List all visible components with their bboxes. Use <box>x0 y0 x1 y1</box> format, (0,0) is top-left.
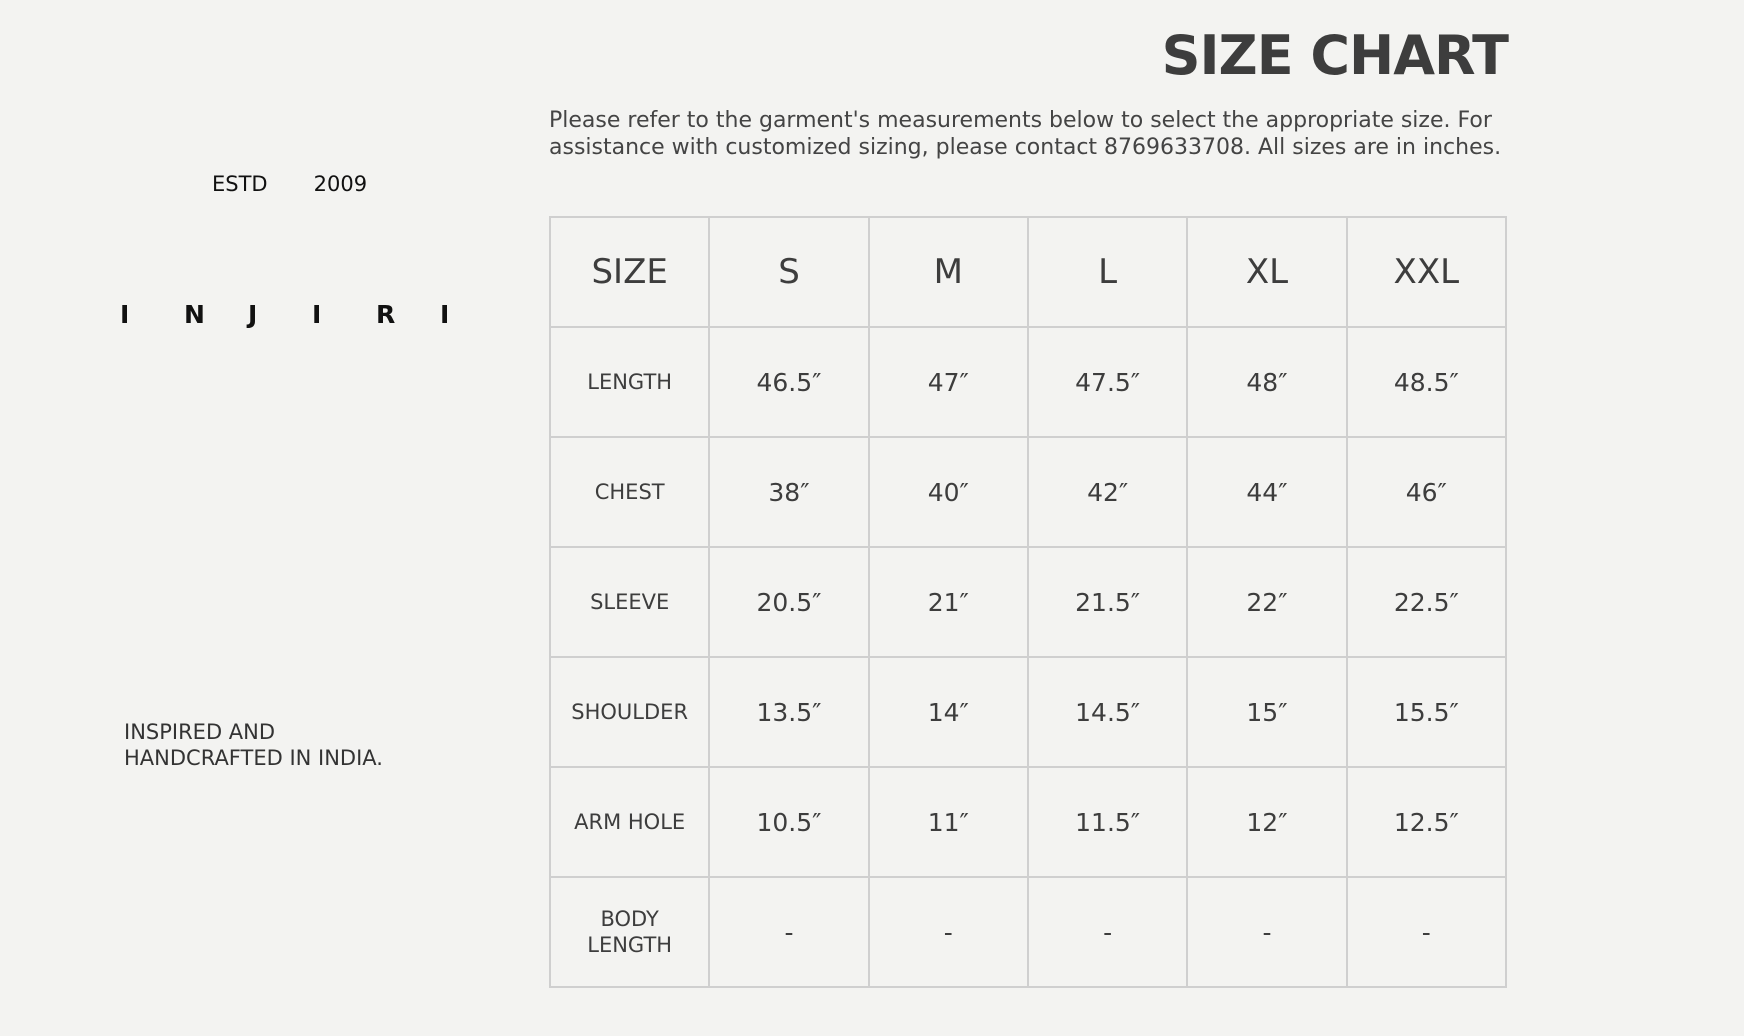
brand-letter: I <box>440 300 450 329</box>
row-label: BODY LENGTH <box>550 877 709 987</box>
estd-year: 2009 <box>313 172 368 196</box>
table-row <box>550 877 1506 987</box>
table-cell: - <box>709 877 868 987</box>
row-label: LENGTH <box>550 327 709 437</box>
row-label: CHEST <box>550 437 709 547</box>
table-row <box>550 657 1506 767</box>
header-cell: M <box>869 217 1028 327</box>
row-label: SLEEVE <box>550 547 709 657</box>
table-cell: 46.5″ <box>709 327 868 437</box>
brand-letter: R <box>376 300 396 329</box>
table-cell: 46″ <box>1347 437 1506 547</box>
page-title: SIZE CHART <box>1161 24 1508 87</box>
table-cell: 47″ <box>869 327 1028 437</box>
header-cell: XL <box>1187 217 1346 327</box>
table-cell: 14″ <box>869 657 1028 767</box>
table-cell: 15″ <box>1187 657 1346 767</box>
table-cell: 44″ <box>1187 437 1346 547</box>
header-cell: S <box>709 217 868 327</box>
table-cell: 21″ <box>869 547 1028 657</box>
table-cell: - <box>1028 877 1187 987</box>
estd-label <box>212 172 367 196</box>
table-cell: 22.5″ <box>1347 547 1506 657</box>
table-cell: - <box>1347 877 1506 987</box>
estd-text: ESTD <box>212 172 268 196</box>
table-cell: 48″ <box>1187 327 1346 437</box>
brand-letter: I <box>120 300 130 329</box>
table-cell: 13.5″ <box>709 657 868 767</box>
brand-logo <box>120 300 504 329</box>
table-cell: - <box>1187 877 1346 987</box>
table-row <box>550 767 1506 877</box>
table-cell: - <box>869 877 1028 987</box>
table-row <box>550 327 1506 437</box>
brand-letter: J <box>248 300 258 329</box>
brand-letter: N <box>184 300 205 329</box>
table-cell: 22″ <box>1187 547 1346 657</box>
table-row <box>550 437 1506 547</box>
table-cell: 38″ <box>709 437 868 547</box>
tagline-line: INSPIRED AND <box>124 720 276 744</box>
table-cell: 21.5″ <box>1028 547 1187 657</box>
table-cell: 12″ <box>1187 767 1346 877</box>
table-header-row <box>550 217 1506 327</box>
row-label: SHOULDER <box>550 657 709 767</box>
table-cell: 48.5″ <box>1347 327 1506 437</box>
table-cell: 47.5″ <box>1028 327 1187 437</box>
intro-text: Please refer to the garment's measurements below to select the appropriate size. For assistance with customized sizing, please contact 8769633708. All sizes are in inches. <box>549 108 1502 160</box>
table-cell: 11″ <box>869 767 1028 877</box>
tagline <box>124 719 383 771</box>
table-cell: 40″ <box>869 437 1028 547</box>
table-row <box>550 547 1506 657</box>
table-cell: 42″ <box>1028 437 1187 547</box>
header-cell: XXL <box>1347 217 1506 327</box>
table-cell: 12.5″ <box>1347 767 1506 877</box>
table-cell: 14.5″ <box>1028 657 1187 767</box>
row-label: ARM HOLE <box>550 767 709 877</box>
table-cell: 11.5″ <box>1028 767 1187 877</box>
size-chart-table <box>549 216 1507 988</box>
brand-letter: I <box>312 300 322 329</box>
header-cell: L <box>1028 217 1187 327</box>
tagline-line: HANDCRAFTED IN INDIA. <box>124 746 383 770</box>
header-cell: SIZE <box>550 217 709 327</box>
table-cell: 15.5″ <box>1347 657 1506 767</box>
table-cell: 20.5″ <box>709 547 868 657</box>
table-cell: 10.5″ <box>709 767 868 877</box>
